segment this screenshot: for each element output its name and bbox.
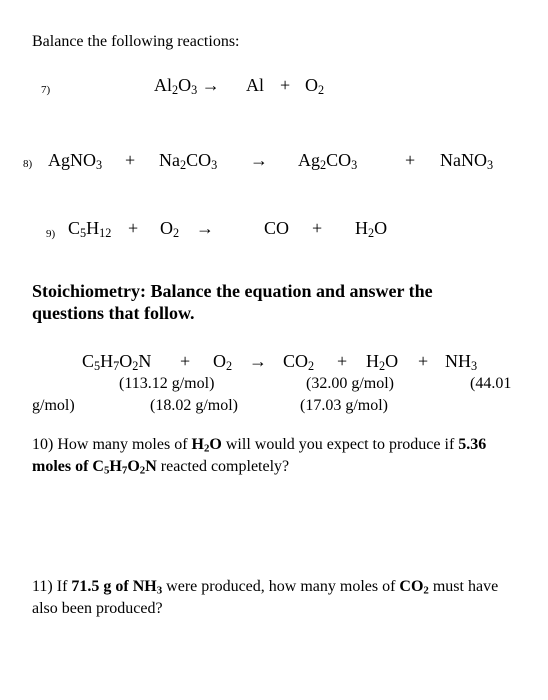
molar-mass-o2: (32.00 g/mol) bbox=[306, 375, 394, 392]
reaction-7-product-o2: $O_2$ bbox=[305, 75, 325, 98]
question-10: 10) How many moles of $H_2O$ will would you expect to produce if 5.36 moles of $C_5H_7O_2N$ reacted completely? bbox=[32, 436, 487, 477]
equation-c5h7o2n: $C_5H_7O_2N$ bbox=[82, 351, 152, 374]
reaction-8-agno3: AgNO$_3$ bbox=[48, 150, 103, 173]
molar-mass-nh3: (17.03 g/mol) bbox=[300, 397, 388, 414]
reaction-8-arrow: → bbox=[250, 150, 268, 170]
equation-nh3: $NH_3$ bbox=[445, 351, 478, 374]
reaction-8-nano3: NaNO$_3$ bbox=[440, 150, 494, 173]
reaction-8-na2co3: $Na_2CO_3$ bbox=[159, 150, 218, 173]
reaction-9-arrow: → bbox=[196, 218, 214, 238]
reaction-8-plus-2: + bbox=[405, 150, 416, 170]
molar-mass-h2o: (18.02 g/mol) bbox=[150, 397, 238, 414]
reaction-number: 9) bbox=[46, 228, 56, 240]
stoichiometry-heading-line-1: Stoichiometry: Balance the equation and answer the bbox=[32, 281, 433, 301]
reaction-7-product-al: Al bbox=[246, 75, 264, 95]
reaction-7-reactant: $Al_2O_3$ → bbox=[154, 75, 220, 98]
reaction-9-plus-1: + bbox=[128, 218, 139, 238]
reaction-8-plus-1: + bbox=[125, 150, 136, 170]
equation-co2: $CO_2$ bbox=[283, 351, 315, 374]
question-11: 11) If 71.5 g of $NH_3$ were produced, how many moles of $CO_2$ must have also been produced? bbox=[32, 578, 499, 617]
reaction-9-co: CO bbox=[264, 218, 290, 238]
reaction-8-ag2co3: $Ag_2CO_3$ bbox=[298, 150, 358, 173]
equation-plus-3: + bbox=[418, 351, 429, 371]
reaction-9-plus-2: + bbox=[312, 218, 323, 238]
reaction-number: 7) bbox=[41, 84, 51, 96]
equation-h2o: $H_2O$ bbox=[366, 351, 399, 374]
reaction-9-h2o: $H_2O$ bbox=[355, 218, 388, 241]
equation-o2: $O_2$ bbox=[213, 351, 233, 374]
equation-plus-2: + bbox=[337, 351, 348, 371]
equation-arrow: → bbox=[249, 351, 267, 371]
stoichiometry-heading-line-2: questions that follow. bbox=[32, 303, 195, 323]
reaction-number: 8) bbox=[23, 158, 33, 170]
reaction-7-plus: + bbox=[280, 75, 291, 95]
molar-mass-co2-part-2: g/mol) bbox=[32, 397, 75, 414]
molar-mass-co2-part-1: (44.01 bbox=[470, 375, 512, 392]
instruction-text: Balance the following reactions: bbox=[32, 33, 240, 50]
equation-plus-1: + bbox=[180, 351, 191, 371]
reaction-9-c5h12: $C_5H_{12}$ bbox=[68, 218, 112, 241]
reaction-9-o2: $O_2$ bbox=[160, 218, 180, 241]
molar-mass-c5h7o2n: (113.12 g/mol) bbox=[119, 375, 215, 392]
